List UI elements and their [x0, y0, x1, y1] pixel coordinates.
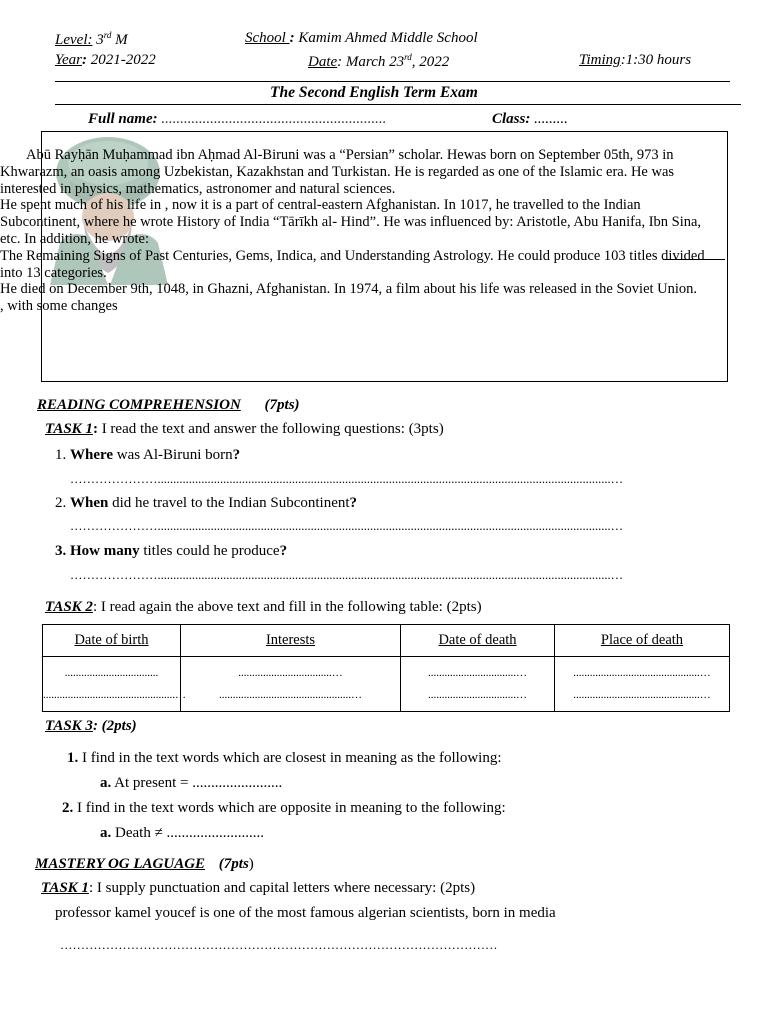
reading-passage — [0, 147, 724, 315]
task2-instruction — [45, 599, 482, 616]
timing-value: :1:30 hours — [620, 52, 692, 68]
year-field: Year: 2021-2022 — [55, 52, 156, 68]
question-2-number: 2. — [55, 495, 70, 511]
header-date-of-birth: Date of birth — [43, 625, 181, 657]
task1-label: TASK 1 — [45, 421, 93, 437]
level-sup: rd — [103, 30, 112, 40]
year-label: Year — [55, 52, 82, 68]
task2-text: : I read again the above text and fill in the following table: (2pts) — [92, 599, 482, 615]
task3-question-1 — [67, 750, 502, 767]
date-field — [308, 52, 449, 71]
fill-line: ..............................................… — [573, 689, 711, 701]
header-divider-bottom — [55, 104, 741, 105]
passage-paragraph-2: He spent much of his life in , now it is a part of central-eastern Afghanistan. In 1017, he travelled to the Indian Subcontinent, where he wrote History of India “Tārīkh al- Hind”. He was influenced by: Aristotle, Abu Hanifa, Ibn Sina, etc. In addition, he wrote: — [0, 197, 702, 247]
fill-line: ................................................… — [219, 689, 362, 701]
passage-source-note: , with some changes — [0, 298, 118, 315]
school-value: Kamim Ahmed Middle School — [294, 30, 478, 46]
level-suffix: M — [111, 32, 128, 48]
question-3-mark: ? — [279, 543, 288, 559]
question-2-text: did he travel to the Indian Subcontinent — [108, 495, 350, 511]
task2-label: TASK 2 — [45, 599, 93, 615]
task3-q2a-label: a. — [100, 825, 112, 841]
task3-q2-item-a[interactable] — [100, 825, 264, 842]
question-3-text: titles could he produce — [139, 543, 280, 559]
date-value: : March 23 — [337, 54, 405, 70]
reading-section-points: (7pts) — [264, 397, 300, 413]
cell-place-of-death[interactable] — [555, 657, 730, 712]
reading-section-title: READING COMPREHENSION — [37, 397, 241, 413]
mastery-answer-line[interactable]: …………………………………………………………………………………………… — [60, 938, 498, 952]
answer-line-3[interactable]: ………………….................................................................................................................................................… — [70, 568, 624, 582]
full-name-label: Full name: — [88, 111, 158, 127]
header-divider-top — [55, 81, 730, 82]
task3-q1a-label: a. — [100, 775, 112, 791]
passage-strike-line — [663, 259, 725, 260]
question-2-mark: ? — [349, 495, 358, 511]
cell-interests[interactable] — [181, 657, 401, 712]
question-3 — [55, 543, 287, 560]
school-label: School — [245, 30, 290, 46]
school-field: School : Kamim Ahmed Middle School — [245, 30, 478, 46]
class-dots: ......... — [534, 111, 568, 127]
mastery-section-heading — [35, 856, 254, 873]
passage-paragraph-1: Abū Rayḥān Muḥammad ibn Aḥmad Al-Biruni was a “Persian” scholar. Hewas born on September 05th, 973 in Khwarazm, an oasis among Uzbekistan, Kazakhstan and Turkistan. He is regarded as one of the Islamic era. He was interested in physics, mathematics, astronomer and natural sciences. — [0, 147, 675, 197]
reading-section-heading — [37, 397, 300, 414]
task3-q1-number: 1. — [67, 750, 79, 766]
task3-q1-text: I find in the text words which are closest in meaning as the following: — [78, 750, 502, 766]
task3-q1-item-a[interactable] — [100, 775, 282, 792]
mastery-task1-label: TASK 1 — [41, 880, 89, 896]
question-1 — [55, 447, 240, 464]
mastery-section-points-end: ) — [248, 856, 254, 872]
cell-date-of-birth[interactable] — [43, 657, 186, 712]
punctuation-sentence: professor kamel youcef is one of the most famous algerian scientists, born in media — [55, 905, 556, 921]
class-field[interactable] — [492, 111, 568, 128]
class-label: Class: — [492, 111, 531, 127]
cell-date-of-death[interactable] — [401, 657, 555, 712]
question-2-keyword: When — [70, 495, 109, 511]
exam-title: The Second English Term Exam — [270, 84, 478, 101]
task1-text: I read the text and answer the following questions: (3pts) — [97, 421, 444, 437]
passage-paragraph-4: He died on December 9th, 1048, in Ghazni, Afghanistan. In 1974, a film about his life was released in the Soviet Union. — [0, 281, 698, 298]
header-place-of-death: Place of death — [555, 625, 730, 657]
mastery-section-title: MASTERY OG LAGUAGE — [35, 856, 206, 872]
task1-instruction: TASK 1: I read the text and answer the following questions: (3pts) — [45, 421, 444, 437]
fill-line: .................................. — [64, 667, 159, 679]
passage-paragraph-3: The Remaining Signs of Past Centuries, Gems, Indica, and Understanding Astrology. He could produce 103 titles divided into 13 categories. — [0, 247, 705, 281]
question-1-keyword: Where — [70, 447, 114, 463]
mastery-task1-text: : I supply punctuation and capital letters where necessary: (2pts) — [88, 880, 476, 896]
question-1-mark: ? — [232, 447, 241, 463]
answer-line-1[interactable]: ………………….................................................................................................................................................… — [70, 472, 624, 486]
fill-line: ................................… — [428, 667, 527, 679]
header-date-of-death: Date of death — [401, 625, 555, 657]
task3-q2-number: 2. — [62, 800, 74, 816]
task3-heading — [45, 718, 137, 735]
fill-line: ................................................… — [43, 689, 186, 701]
question-2 — [55, 495, 357, 512]
task3-q2-text: I find in the text words which are opposite in meaning to the following: — [73, 800, 506, 816]
level-label: Level: — [55, 32, 93, 48]
level-field — [55, 30, 128, 49]
mastery-task1-instruction — [41, 880, 475, 897]
question-3-number: 3. How many — [55, 543, 140, 559]
date-sup: rd — [404, 52, 412, 62]
task3-q1a-text: At present = ........................ — [111, 775, 283, 791]
question-1-text: was Al-Biruni born — [113, 447, 233, 463]
timing-field — [579, 52, 691, 69]
timing-label: Timing — [579, 52, 621, 68]
fill-line: ................................… — [428, 689, 527, 701]
mastery-section-points: (7pts — [218, 856, 249, 872]
biography-table — [42, 624, 730, 712]
date-year: , 2022 — [411, 54, 450, 70]
full-name-dots: ............................................................ — [161, 111, 387, 127]
date-label: Date — [308, 54, 338, 70]
task3-points: : (2pts) — [92, 718, 137, 734]
fill-line: ..................................… — [238, 667, 343, 679]
level-value: 3 — [96, 32, 104, 48]
answer-line-2[interactable]: ………………….................................................................................................................................................… — [70, 519, 624, 533]
task3-label: TASK 3 — [45, 718, 93, 734]
year-value: 2021-2022 — [86, 52, 156, 68]
question-1-number: 1. — [55, 447, 70, 463]
fill-line: ..............................................… — [573, 667, 711, 679]
task3-q2a-text: Death ≠ .......................... — [111, 825, 265, 841]
header-interests: Interests — [181, 625, 401, 657]
full-name-field[interactable] — [88, 111, 386, 128]
task3-question-2 — [62, 800, 506, 817]
